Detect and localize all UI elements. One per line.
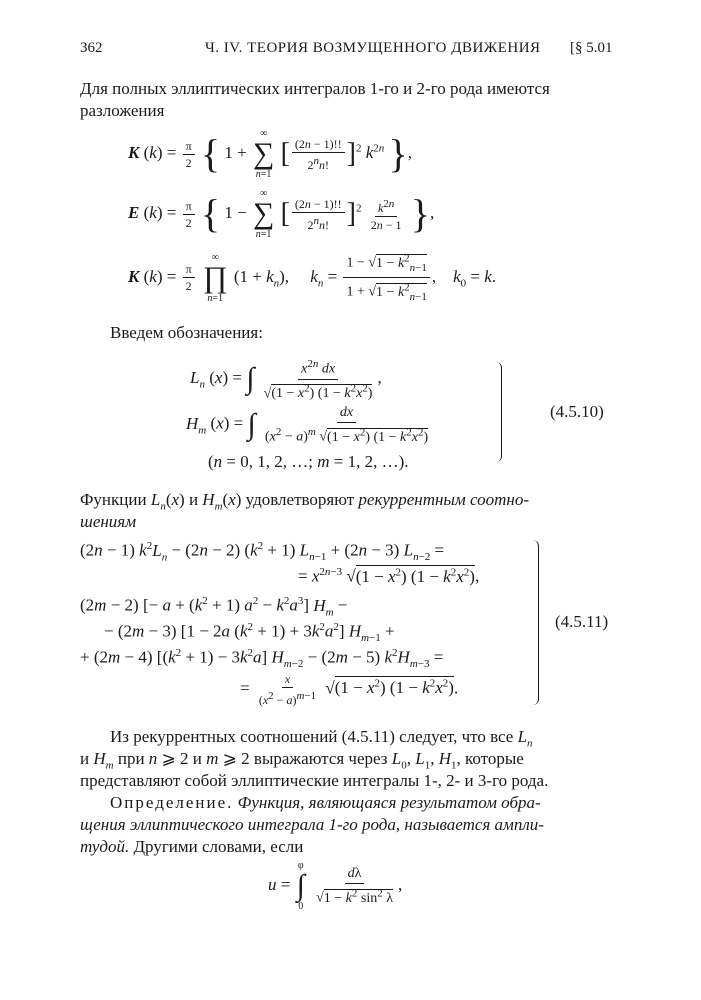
definitions-note: (n = 0, 1, 2, …; m = 1, 2, …). <box>208 452 409 471</box>
brace-4510 <box>495 362 502 462</box>
recurrence-line-5: + (2m − 4) $[(k^2 + 1) - 3k^2a] H_{m-2} - (2m - 5) k^2H_{m-3}$ = <box>80 647 444 671</box>
conclusion-line-2: и $H_m$ при n ⩾ 2 и m ⩾ 2 выражаются через $L_0$, $L_1$, $H_1$, которые <box>80 749 524 772</box>
conclusion-line-1: Из рекуррентных соотношений (4.5.11) следует, что все $L_n$ <box>110 727 533 750</box>
page-number: 362 <box>80 40 103 56</box>
equation-K-product: K (k) = $\frac{\pi}{2}$ ∞ ∏ n=1 $(1 + k_n)$, $k_n$ = $\frac{1 - √1 - k^2_{n-1}}{1 + √1 - k^2_{n-1}}$ , $k_0 = k$. <box>128 251 497 304</box>
equation-Ln: $L_n$ (x) = ∫ $\frac{x^{2n} dx}{√(1 - x^2) (1 - k^2x^2)}$ , <box>190 358 382 402</box>
recurrence-line-4: − (2m − 3) [1 − 2a $(k^2 + 1) + 3k^2a^2$] $H_{m-1}$ + <box>104 621 395 645</box>
definition-line-3: тудой. Другими словами, если <box>80 837 304 856</box>
equation-amplitude: u = φ ∫ 0 $\frac{d\lambda}{√1 - k^2 \sin^2 \lambda}$ , <box>268 860 403 912</box>
definition-line-1: Определение. Функция, являющаяся результатом обра- <box>110 793 541 812</box>
brace-4511 <box>532 540 539 705</box>
running-title: Ч. IV. ТЕОРИЯ ВОЗМУЩЕННОГО ДВИЖЕНИЯ <box>205 40 541 56</box>
equation-K-series: K (k) = $\frac{\pi}{2}$ { 1 + ∞ ∑ n=1 [ $\frac{(2n - 1)!!}{2^nn!}$ ]$^2$ $k^{2n}$ }, <box>128 128 412 180</box>
intro-line-2: разложения <box>80 101 165 120</box>
recurrence-line-6: = $\frac{x}{(x^2 - a)^{m-1}}$ $√(1 - x^2)$ $(1 - k^2x^2)$. <box>240 672 459 707</box>
recurrence-line-1: (2n − 1) $k^2L_n - (2n - 2) (k^2 + 1) L_{n-1} + (2n - 3) L_{n-2}$ = <box>80 540 445 564</box>
equation-Hm: $H_m$ (x) = ∫ $\frac{dx}{(x^2 - a)^m √(1 - x^2) (1 - k^2x^2)}$ <box>186 405 429 445</box>
recurrence-line-3: (2m − 2) [− $a + (k^2 + 1) a^2 - k^2a^3$] $H_m$ − <box>80 595 348 619</box>
equation-E-series: E (k) = $\frac{\pi}{2}$ { 1 − ∞ ∑ n=1 [ $\frac{(2n - 1)!!}{2^nn!}$ ]$^2$ $\frac{k^{2n}}{2n - 1}$ }, <box>128 188 435 240</box>
equation-number-4510: (4.5.10) <box>550 402 604 421</box>
equation-number-4511: (4.5.11) <box>555 612 609 631</box>
section-ref: [§ 5.01 <box>570 40 613 56</box>
functions-line-1: Функции $L_n(x)$ и $H_m(x)$ удовлетворяют рекуррентным соотно- <box>80 490 530 513</box>
recurrence-line-2: = $x^{2n-3}$ $√(1 - x^2)$ $(1 - k^2x^2)$, <box>298 566 480 586</box>
conclusion-line-3: представляют собой эллиптические интегралы 1-, 2- и 3-го рода. <box>80 771 549 790</box>
notation-intro: Введем обозначения: <box>110 323 263 342</box>
functions-line-2: шениям <box>80 512 137 531</box>
definition-line-2: щения эллиптического интеграла 1-го рода, называется ампли- <box>80 815 544 834</box>
intro-line-1: Для полных эллиптических интегралов 1-го и 2-го рода имеются <box>80 79 550 98</box>
